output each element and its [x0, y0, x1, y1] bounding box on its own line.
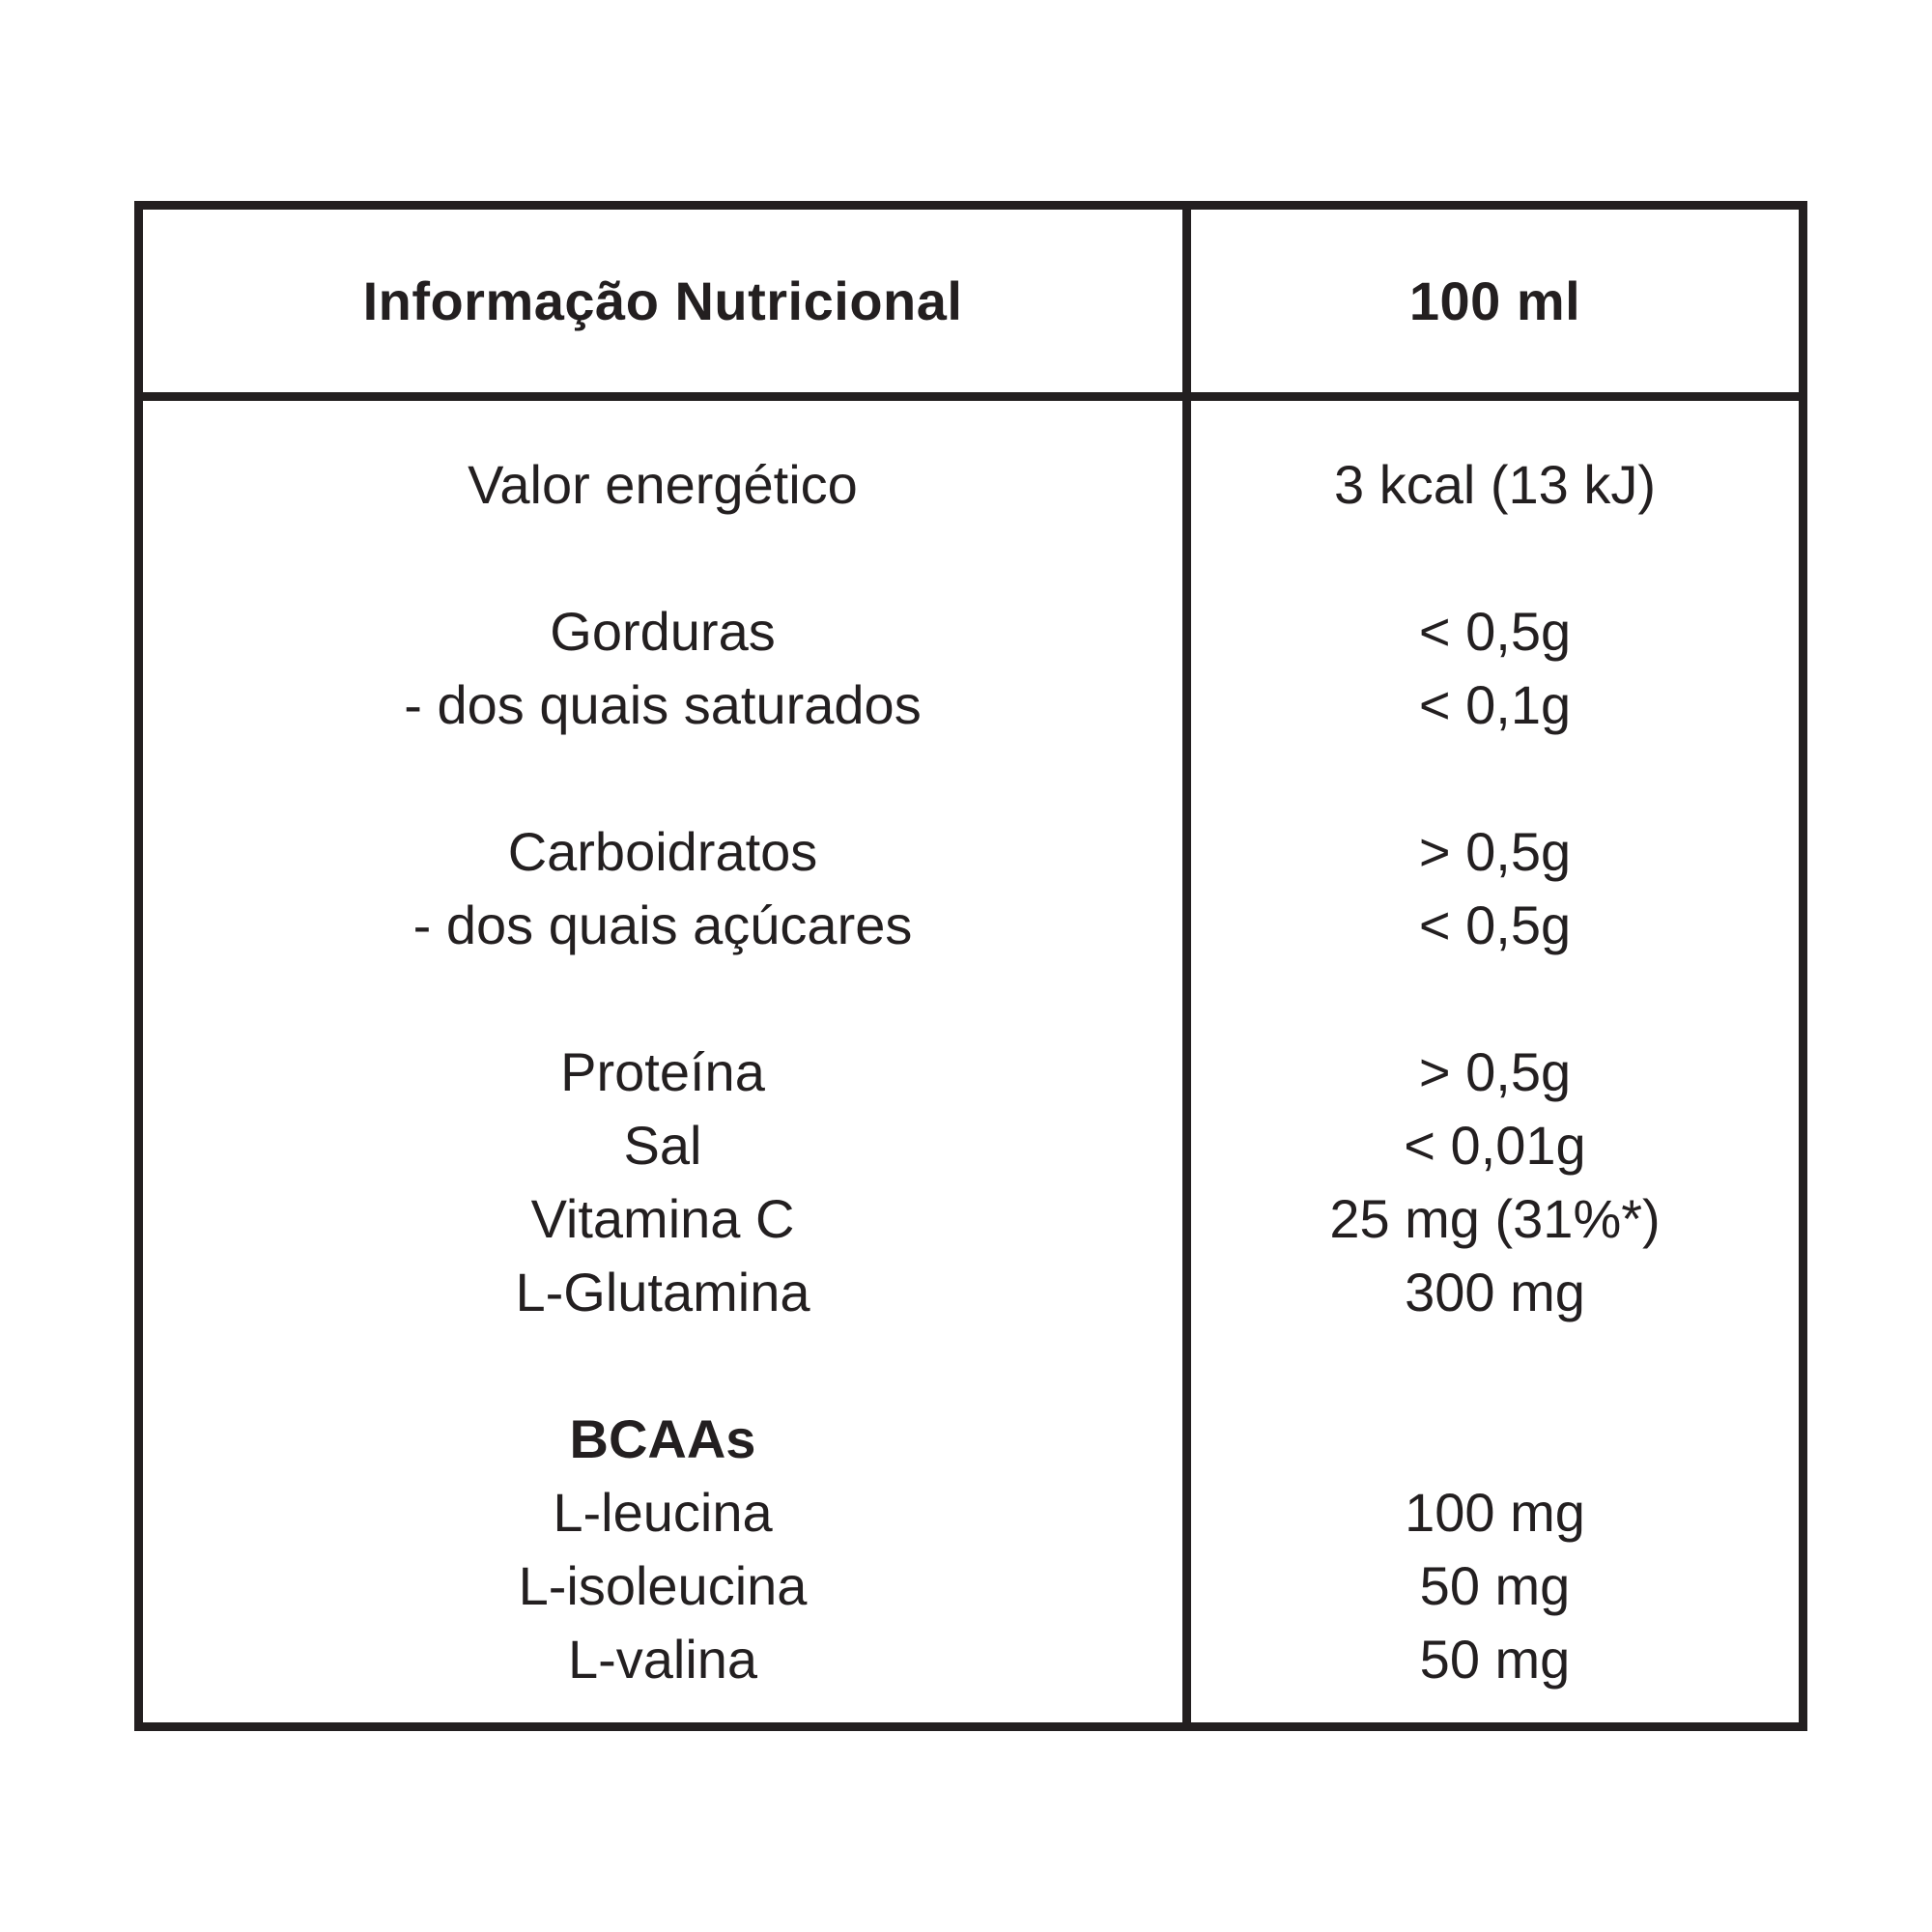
- row-label-leucine: L-leucina: [553, 1482, 773, 1543]
- row-label-valine: L-valina: [567, 1629, 758, 1690]
- row-value-carbs: > 0,5g: [1418, 821, 1572, 882]
- row-value-valine: 50 mg: [1419, 1629, 1571, 1690]
- row-label-glutamine: L-Glutamina: [515, 1262, 810, 1322]
- bcaa-heading: BCAAs: [569, 1408, 756, 1469]
- row-label-sugars: - dos quais açúcares: [412, 895, 913, 955]
- nutrition-table: [134, 201, 1807, 1731]
- row-label-isoleucine: L-isoleucina: [518, 1555, 808, 1616]
- row-label-vitamin-c: Vitamina C: [530, 1188, 795, 1249]
- row-value-fat: < 0,5g: [1418, 601, 1572, 662]
- row-label-fat: Gorduras: [550, 601, 776, 662]
- row-value-saturated: < 0,1g: [1418, 674, 1572, 735]
- row-value-sugars: < 0,5g: [1418, 895, 1572, 955]
- row-label-salt: Sal: [623, 1115, 702, 1176]
- row-label-energy: Valor energético: [468, 454, 858, 515]
- header-serving-size: 100 ml: [1408, 270, 1581, 331]
- row-value-vitamin-c: 25 mg (31%*): [1329, 1188, 1661, 1249]
- row-value-protein: > 0,5g: [1418, 1041, 1572, 1102]
- row-value-salt: < 0,01g: [1404, 1115, 1586, 1176]
- row-label-saturated: - dos quais saturados: [404, 674, 922, 735]
- row-value-isoleucine: 50 mg: [1419, 1555, 1571, 1616]
- header-nutrition-label: Informação Nutricional: [362, 270, 963, 331]
- row-value-leucine: 100 mg: [1405, 1482, 1585, 1543]
- column-divider: [1182, 210, 1191, 1722]
- row-label-carbs: Carboidratos: [507, 821, 818, 882]
- row-value-energy: 3 kcal (13 kJ): [1334, 454, 1656, 515]
- row-value-glutamine: 300 mg: [1405, 1262, 1585, 1322]
- header-divider: [143, 392, 1799, 401]
- row-label-protein: Proteína: [560, 1041, 765, 1102]
